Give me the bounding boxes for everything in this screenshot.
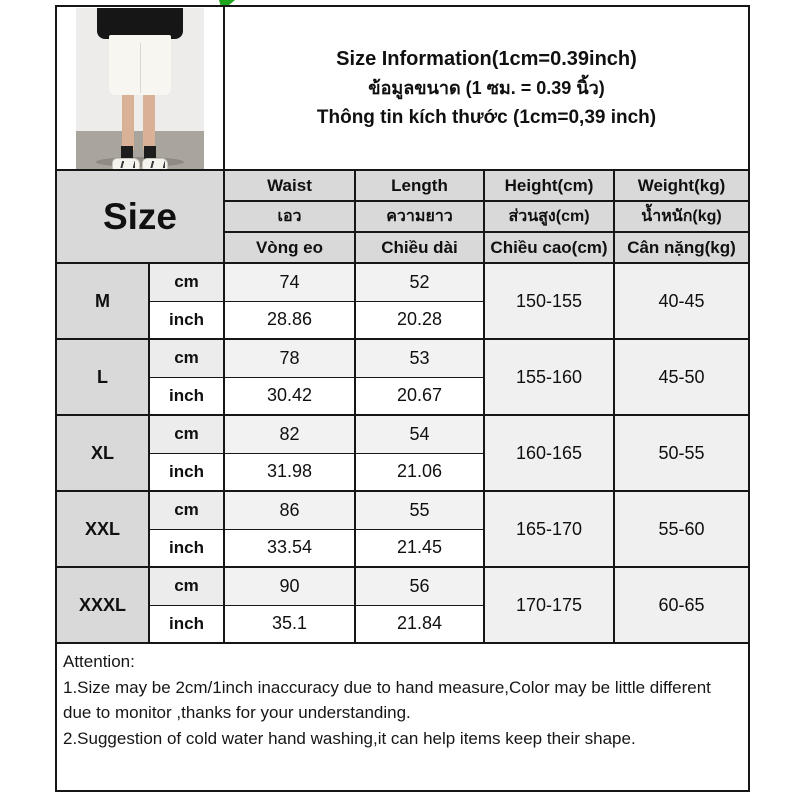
unit-cm-cell: cm [149,339,224,377]
col-header-height-vi: Chiều cao(cm) [484,232,614,263]
length-inch-value: 21.84 [355,605,484,643]
col-header-weight-th: น้ำหนัก(kg) [614,201,749,232]
height-range-value: 165-170 [484,491,614,567]
length-inch-value: 21.06 [355,453,484,491]
model-leg [122,93,134,150]
model-shorts [109,35,171,95]
length-cm-value: 52 [355,263,484,301]
col-header-length-th: ความยาว [355,201,484,232]
size-label-cell: XXL [56,491,149,567]
waist-inch-value: 33.54 [224,529,355,567]
col-header-height-th: ส่วนสูง(cm) [484,201,614,232]
title-en: Size Information(1cm=0.39inch) [336,47,637,70]
col-header-length-vi: Chiều dài [355,232,484,263]
model-leg [143,93,155,150]
model-shoe [112,158,140,170]
unit-inch-cell: inch [149,605,224,643]
unit-cm-cell: cm [149,415,224,453]
waist-inch-value: 35.1 [224,605,355,643]
waist-cm-value: 82 [224,415,355,453]
table-row [56,567,749,605]
unit-inch-cell: inch [149,529,224,567]
unit-inch-cell: inch [149,301,224,339]
model-shoe [142,158,168,170]
unit-cm-cell: cm [149,263,224,301]
length-cm-value: 56 [355,567,484,605]
length-cm-value: 55 [355,491,484,529]
attention-note-2: 2.Suggestion of cold water hand washing,it can help items keep their shape. [63,728,636,748]
size-chart-table [55,5,750,792]
col-header-height-en: Height(cm) [484,170,614,201]
height-range-value: 170-175 [484,567,614,643]
col-header-waist-th: เอว [224,201,355,232]
product-photo-cell [56,6,224,170]
title-th: ข้อมูลขนาด (1 ซม. = 0.39 นิ้ว) [368,77,605,98]
length-cm-value: 53 [355,339,484,377]
waist-cm-value: 90 [224,567,355,605]
table-row [56,339,749,377]
photo-shadow [96,157,184,167]
waist-cm-value: 78 [224,339,355,377]
size-label-cell: XL [56,415,149,491]
col-header-weight-vi: Cân nặng(kg) [614,232,749,263]
length-inch-value: 20.28 [355,301,484,339]
waist-inch-value: 28.86 [224,301,355,339]
length-cm-value: 54 [355,415,484,453]
size-label-cell: L [56,339,149,415]
height-range-value: 155-160 [484,339,614,415]
product-photo [76,8,204,169]
table-row [56,491,749,529]
title-vi: Thông tin kích thước (1cm=0,39 inch) [316,106,657,128]
attention-cell [56,643,749,791]
title-cell [224,6,749,170]
size-chart-sheet [55,5,750,792]
height-range-value: 160-165 [484,415,614,491]
table-row [56,415,749,453]
col-header-waist-en: Waist [224,170,355,201]
size-label-cell: M [56,263,149,339]
weight-range-value: 55-60 [614,491,749,567]
unit-inch-cell: inch [149,377,224,415]
waist-cm-value: 74 [224,263,355,301]
size-header-cell: Size [56,170,224,263]
weight-range-value: 50-55 [614,415,749,491]
weight-range-value: 40-45 [614,263,749,339]
col-header-weight-en: Weight(kg) [614,170,749,201]
waist-inch-value: 30.42 [224,377,355,415]
table-row [56,263,749,301]
weight-range-value: 60-65 [614,567,749,643]
waist-inch-value: 31.98 [224,453,355,491]
col-header-length-en: Length [355,170,484,201]
length-inch-value: 20.67 [355,377,484,415]
unit-inch-cell: inch [149,453,224,491]
waist-cm-value: 86 [224,491,355,529]
height-range-value: 150-155 [484,263,614,339]
col-header-waist-vi: Vòng eo [224,232,355,263]
shorts-seam [140,43,141,93]
attention-note-1: 1.Size may be 2cm/1inch inaccuracy due to hand measure,Color may be little different due to monitor ,thanks for your understanding. [63,677,711,722]
length-inch-value: 21.45 [355,529,484,567]
unit-cm-cell: cm [149,491,224,529]
attention-heading: Attention: [63,652,135,671]
unit-cm-cell: cm [149,567,224,605]
weight-range-value: 45-50 [614,339,749,415]
size-label-cell: XXXL [56,567,149,643]
